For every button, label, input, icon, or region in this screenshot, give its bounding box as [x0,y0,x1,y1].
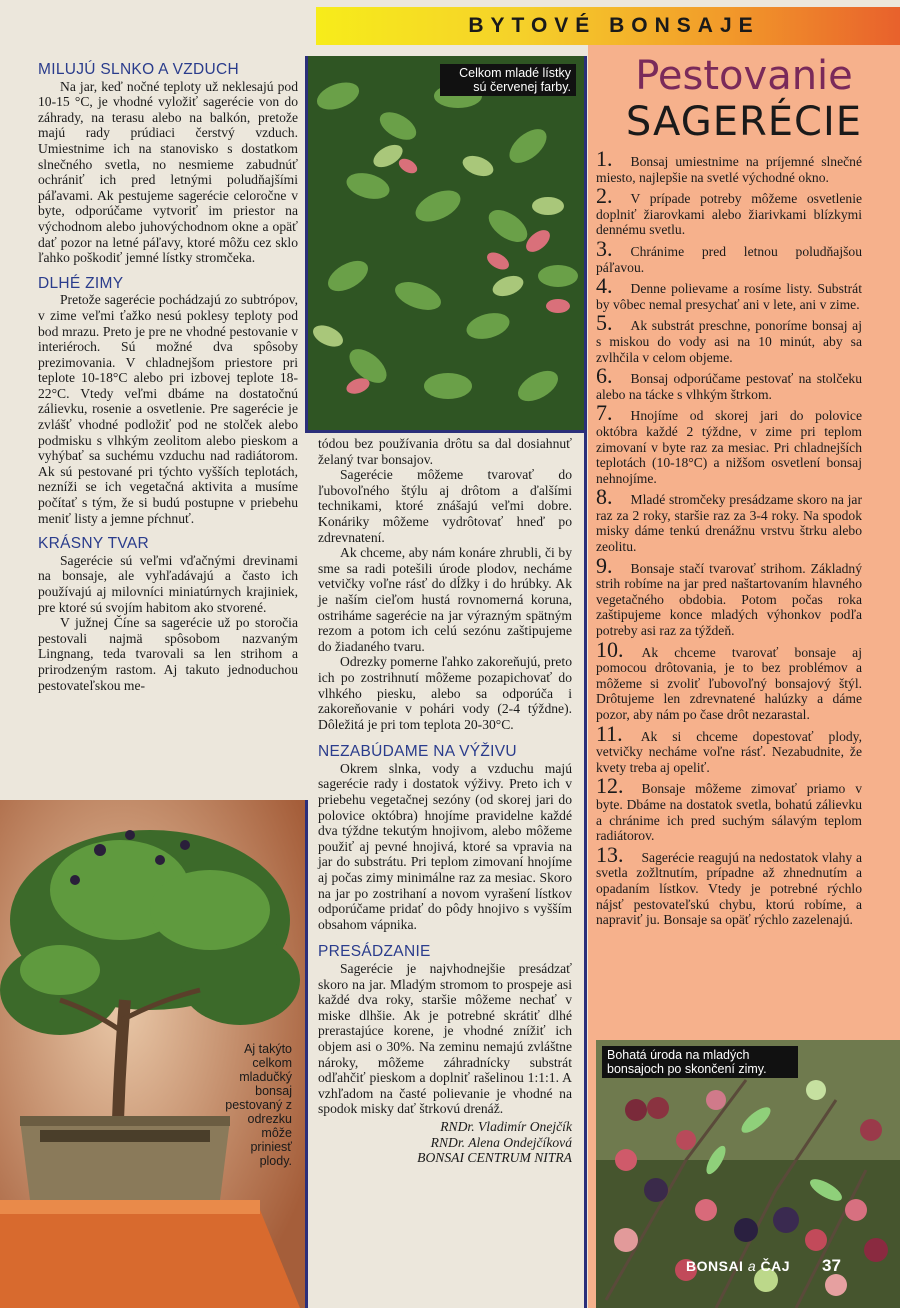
magazine-name-conjunction: a [747,1258,757,1274]
care-step: 3. Chránime pred letnou poludňajšou páľavou. [596,235,862,275]
bonsai-photo-caption: Aj takýto celkom mladučký bonsaj pestovaný z odrezku môže priniesť plody. [225,1042,292,1168]
care-step: 8. Mladé stromčeky presádzame skoro na jar raz za 2 roky, staršie raz za 3-4 roky. Na spodok misky dáme tenkú drenážnu vrstvu štrku alebo zeolitu. [596,484,862,555]
leaves-illustration [308,56,584,430]
paragraph: Sagerécie môžeme tvarovať do ľubovoľného štýlu aj drôtom a ďalšími technikami, ktoré znášajú veľmi dobre. Konáriky môžeme vydrôtovať hneď po zdrevnatení. [318,467,572,545]
top-photo-caption: Celkom mladé lístky sú červenej farby. [440,64,576,96]
author-1: RNDr. Vladimír Onejčík [440,1118,572,1134]
section-title-repotting: PRESÁDZANIE [318,943,431,961]
author-2: RNDr. Alena Ondejčíková [430,1134,572,1150]
paragraph: Na jar, keď nočné teploty už neklesajú pod 10-15 °C, je vhodné vyložiť sagerécie von do záhrady, na terasu alebo na balkón, pretože majú rady prúdiaci čerstvý vzduch. Umiestnime ich na stanovisko s dostatkom slnečného svetla, no nesmieme zabudnúť ochrániť ich pred letnými poludňajšími páľavami. Ak pestujeme sagerécie celoročne v byte, odporúčame vytvoriť im priestor na východnom alebo juhovýchodnom okne a opäť dať pozor na letné páľavy, ktoré môžu cez sklo ľahko poškodiť jemné lístky stromčeka. [38,78,298,266]
magazine-name-part1: BONSAI [686,1258,744,1274]
care-step: 5. Ak substrát preschne, ponoríme bonsaj aj s miskou do vody asi na 10 minút, aby sa zvlhčila v celom objeme. [596,310,862,365]
care-step: 11. Ak si chceme dopestovať plody, vetvičky necháme voľne rásť. Nezabudnite, že kvety treba aj opeliť. [596,720,862,775]
panel-title-line2: SAGERÉCIE [625,99,863,145]
care-step: 13. Sagerécie reagujú na nedostatok vlahy a svetla zožltnutím, prípadne až zhnednutím a opadaním lístkov. Vtedy je potrebné rýchlo nájsť pestovateľskú chybu, ktorú robíme, a napraviť ju. Bonsaje sa opäť rýchlo zazelenajú. [596,841,862,928]
left-column [38,62,298,693]
section-title-nutrition: NEZABÚDAME NA VÝŽIVU [318,743,517,761]
care-step: 12. Bonsaje môžeme zimovať priamo v byte. Dbáme na dostatok svetla, bohatú zálievku a chránime ich pred suchým sálavým teplom radiátorov. [596,773,862,844]
care-step: 1. Bonsaj umiestnime na príjemné slnečné miesto, najlepšie na svetlé východné okno. [596,146,862,185]
paragraph: Sagerécie sú veľmi vďačnými drevinami na bonsaje, ale vyhľadávajú a často ich používajú aj milovníci miniatúrnych krajiniek, pre ktoré sú svojím habitom ako stvorené. [38,552,298,615]
magazine-footer [686,1258,790,1274]
paragraph: Okrem slnka, vody a vzduchu majú sagerécie rady i dostatok výživy. Preto ich v priebehu vegetačnej sezóny (od skorej jari do polovice októbra) hnojíme pravidelne každé dva týždne tekutým hnojivom, alebo môžeme použiť aj pevné hnojivá, ktoré sa vpravia na jar do substrátu. Pri teplom zimovaní hnojíme aj počas zimy minimálne raz za mesiac. Skoro na jar po zostrihaní a novom vyrašení lístkov odporúčame pridať do pôdy hnojivo s vyšším obsahom vápnika. [318,760,572,932]
author-organization: BONSAI CENTRUM NITRA [417,1150,572,1166]
berries-photo-caption: Bohatá úroda na mladých bonsajoch po skončení zimy. [602,1046,798,1078]
care-step: 4. Denne polievame a rosíme listy. Substrát by vôbec nemal presychať ani v lete, ani v zime. [596,273,862,312]
paragraph: Sagerécie je najvhodnejšie presádzať skoro na jar. Mladým stromom to prospeje asi každé dva roky, staršie môžeme nechať v miske dlhšie. Ak je potrebné skrátiť dlhé prerastajúce korene, je vhodné znížiť ich objem asi o 30%. Na zeminu nemajú zvláštne nároky, môžeme záhradnícky substrát odľahčiť pieskom a doplniť rašelinou 1:1:1. A vzhľadom na časté polievanie je vhodné na spodok misky dať štrkovú drenáž. [318,961,572,1117]
bonsai-tree-photo [0,800,305,1308]
paragraph: Pretože sagerécie pochádzajú zo subtrópov, v zime veľmi ťažko nesú poklesy teploty pod bod mrazu. Preto je pre ne vhodné pestovanie v interiéroch. Sú možné dva spôsoby prezimovania. V chladnejšom priestore pri teplote 10-18°C alebo pri izbovej teplote 18-22°C. Vtedy veľmi dbáme na dostatočnú zálievku, rosenie a osvetlenie. Pre sagerécie je zvlášť vhodné podložiť pod ne stolček alebo podmisku s vlhkým zeolitom alebo pieskom a vyhýbať sa suchému vzduchu nad radiátorom. Ak sú pestované pri týchto vyšších teplotách, nezníži se ich vegetačná aktivita a musíme počítať s tým, že si budú postupne v priebehu meniť listy a jemne pŕchnuť. [38,292,298,526]
paragraph: tódou bez používania drôtu sa dal dosiahnuť želaný tvar bonsajov. [318,436,572,467]
care-step: 10. Ak chceme tvarovať bonsaje aj pomocou drôtovania, je to bez problémov a môžeme si zvoliť ľubovoľný bonsajový štýl. Drôtujeme len zdrevnatené halúzky a dáme pozor, aby nám po čase drôt nezarastal. [596,636,862,722]
section-title-winter: DLHÉ ZIMY [38,274,124,292]
section-title-shape: KRÁSNY TVAR [38,535,149,553]
paragraph: Ak chceme, aby nám konáre zhrubli, či by sme sa radi potešili úrode plodov, necháme vetvičky voľne rásť do dĺžky i do hrúbky. Ak je naším cieľom hustá rovnomerná koruna, ostriháme sagerécie na jar výrazným spätným rezom a potom ich celú sezónu zaštipujeme do žiadaného tvaru. [318,545,572,654]
paragraph: Odrezky pomerne ľahko zakoreňujú, preto ich po zostrihnutí môžeme pozapichovať do vlhkého piesku, alebo sa odporúča i zakoreňovanie v pohári vody (2-4 týždne). Dôležitá je pri tom teplota 20-30°C. [318,654,572,732]
care-step: 2. V prípade potreby môžeme osvetlenie doplniť žiarovkami alebo žiarivkami blízkymi dennému svetlu. [596,183,862,238]
section-title-sun: MILUJÚ SLNKO A VZDUCH [38,61,239,78]
care-step: 9. Bonsaje stačí tvarovať strihom. Základný strih robíme na jar pred naštartovaním hlavného vegetačného obdobia. Potom počas roka zaštipujeme konce mladých výhonkov podľa potreby asi raz za týždeň. [596,552,862,639]
photo-border-bottom [305,430,587,433]
paragraph: V južnej Číne sa sagerécie už po storočia pestovali najmä spôsobom nazvaným Lingnang, teda tvarovali sa len strihom a prirodzeným rastom. Aj takuto jednoduchou pestovateľskou me- [38,615,298,693]
care-steps-list [596,146,862,930]
care-step: 6. Bonsaj odporúčame pestovať na stolčeku alebo na tácke s vlhkým štrkom. [596,363,862,402]
section-header-title: BYTOVÉ BONSAJE [468,14,760,37]
magazine-name-part2: ČAJ [760,1258,791,1274]
panel-title-line1: Pestovanie [635,53,853,99]
care-step: 7. Hnojíme od skorej jari do polovice októbra každé 2 týždne, v zime pri teplom zimovaní v byte raz za mesiac. Pri chladnejších teplotách (10-18°C) a nižšom osvetlení bonsaj nehnojíme. [596,400,862,486]
section-header-bar [316,7,900,45]
column-divider [305,800,308,1308]
middle-column [318,436,572,1166]
young-leaves-photo [308,56,584,430]
column-divider [584,56,587,1308]
page-number: 37 [822,1256,841,1275]
